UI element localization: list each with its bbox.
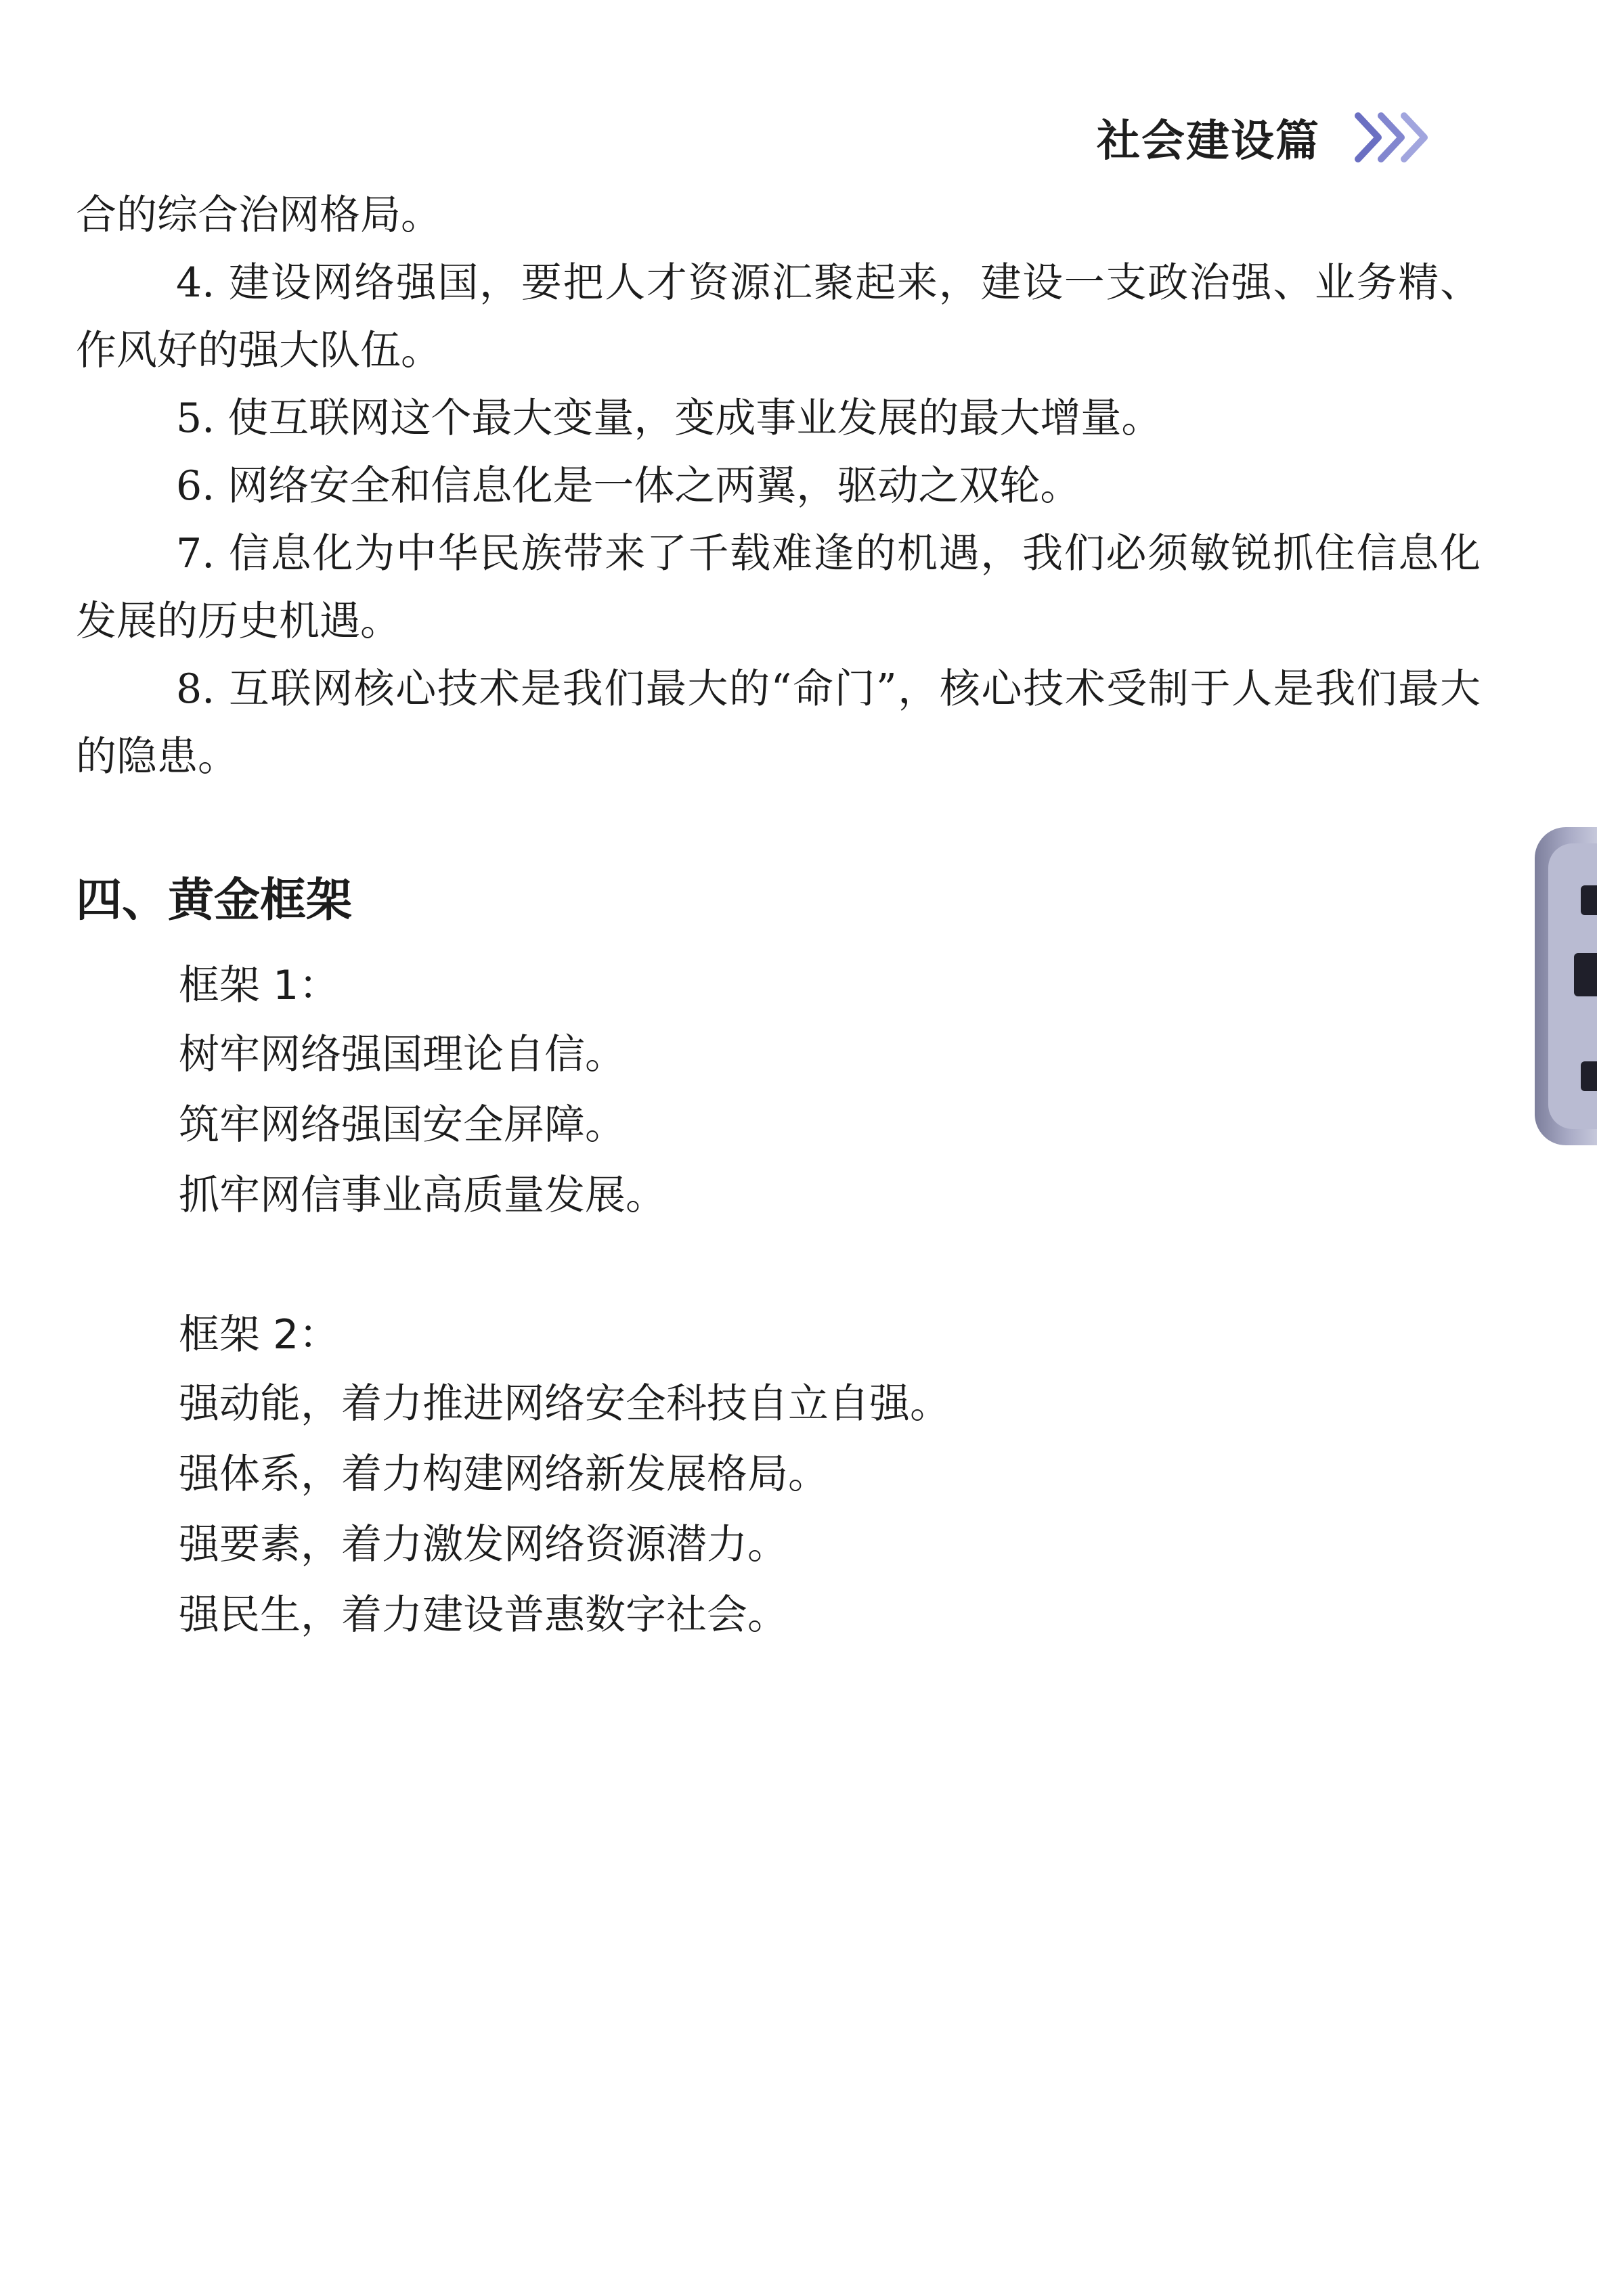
- side-tab-mark: [1581, 1061, 1597, 1091]
- list-item-8: 8. 互联网核心技术是我们最大的“命门”，核心技术受制于人是我们最大的隐患。: [76, 665, 1481, 780]
- list-item-7: 7. 信息化为中华民族带来了千载难逢的机遇，我们必须敏锐抓住信息化发展的历史机遇。: [76, 530, 1481, 645]
- paragraph-continuation: 合的综合治网格局。: [76, 192, 441, 239]
- section-heading: 四、黄金框架: [76, 874, 353, 927]
- spacer: [76, 1231, 1481, 1301]
- page-header: [1097, 100, 1434, 175]
- list-item-6: 6. 网络安全和信息化是一体之两翼，驱动之双轮。: [176, 462, 1081, 510]
- side-thumb-tab: [1535, 827, 1597, 1145]
- framework-line: 强动能，着力推进网络安全科技自立自强。: [179, 1380, 950, 1428]
- chapter-title: 社会建设篇: [1097, 116, 1320, 167]
- framework-line: 树牢网络强国理论自信。: [179, 1031, 626, 1078]
- framework-line: 抓牢网信事业高质量发展。: [179, 1172, 666, 1219]
- framework-line: 筑牢网络强国安全屏障。: [179, 1101, 626, 1149]
- framework-line: 强民生，着力建设普惠数字社会。: [179, 1591, 788, 1639]
- framework-title: 框架 1：: [179, 962, 340, 1009]
- framework-line: 强要素，着力激发网络资源潜力。: [179, 1521, 788, 1568]
- page-body: [76, 181, 1481, 1650]
- framework-1: [179, 952, 1481, 1231]
- side-tab-mark: [1581, 885, 1597, 915]
- list-item-5: 5. 使互联网这个最大变量，变成事业发展的最大增量。: [176, 395, 1162, 442]
- framework-title: 框架 2：: [179, 1311, 340, 1359]
- side-tab-mark: [1574, 953, 1597, 996]
- framework-2: [179, 1301, 1481, 1650]
- list-item-4: 4. 建设网络强国，要把人才资源汇聚起来，建设一支政治强、业务精、作风好的强大队伍。: [76, 259, 1481, 374]
- framework-line: 强体系，着力构建网络新发展格局。: [179, 1451, 829, 1498]
- triple-chevron-right-icon: [1353, 110, 1434, 164]
